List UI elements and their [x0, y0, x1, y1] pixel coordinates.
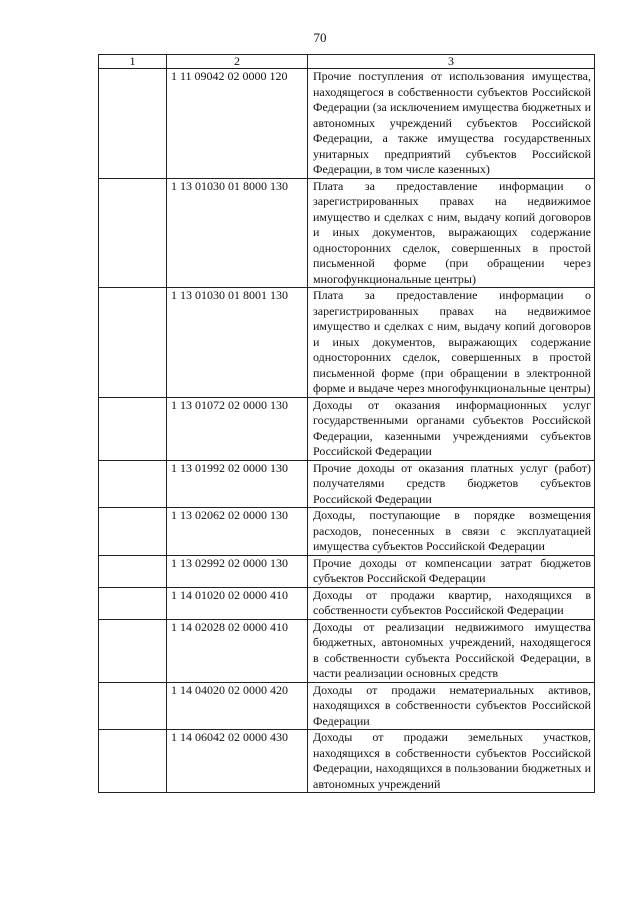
- column-header-1: 1: [99, 55, 167, 69]
- revenue-description: Плата за предоставление информации о зарегистрированных правах на недвижимое имущество и сделках с ним, выдачу копий договоров и иных документов, выражающих содержание односторонних сделок, совершенных в простой письменной форме (при обращении в электронной форме и выдаче через многофункциональные центры): [308, 288, 595, 398]
- empty-cell: [99, 397, 167, 460]
- revenue-description: Доходы от продажи квартир, находящихся в собственности субъектов Российской Федерации: [308, 587, 595, 619]
- revenue-description: Доходы от оказания информационных услуг государственными органами субъектов Российской Федерации, казенными учреждениями субъектов Российской Федерации: [308, 397, 595, 460]
- revenue-description: Доходы от продажи нематериальных активов, находящихся в собственности субъектов Российской Федерации: [308, 682, 595, 730]
- revenue-description: Доходы, поступающие в порядке возмещения расходов, понесенных в связи с эксплуатацией имущества субъектов Российской Федерации: [308, 508, 595, 556]
- revenue-code: 1 13 01030 01 8001 130: [167, 288, 308, 398]
- revenue-description: Плата за предоставление информации о зарегистрированных правах на недвижимое имущество и сделках с ним, выдачу копий договоров и иных документов, выражающих содержание односторонних сделок, совершенных в простой письменной форме (при обращении через многофункциональные центры): [308, 178, 595, 288]
- empty-cell: [99, 730, 167, 793]
- table-row: [99, 178, 595, 288]
- empty-cell: [99, 508, 167, 556]
- table-row: [99, 682, 595, 730]
- revenue-code: 1 13 01030 01 8000 130: [167, 178, 308, 288]
- empty-cell: [99, 619, 167, 682]
- table-row: [99, 460, 595, 508]
- column-header-2: 2: [167, 55, 308, 69]
- empty-cell: [99, 555, 167, 587]
- table-row: [99, 730, 595, 793]
- revenue-code: 1 13 02062 02 0000 130: [167, 508, 308, 556]
- empty-cell: [99, 69, 167, 179]
- revenue-description: Прочие поступления от использования имущества, находящегося в собственности субъектов Российской Федерации (за исключением имущества бюджетных и автономных учреждений субъектов Российской Федерации, а также имущества государственных унитарных предприятий субъектов Российской Федерации, в том числе казенных): [308, 69, 595, 179]
- empty-cell: [99, 178, 167, 288]
- page-number: 70: [313, 30, 327, 45]
- revenue-code: 1 13 02992 02 0000 130: [167, 555, 308, 587]
- revenue-description: Доходы от реализации недвижимого имущества бюджетных, автономных учреждений, находящегося в собственности субъекта Российской Федерации, в части реализации основных средств: [308, 619, 595, 682]
- revenue-code: 1 14 01020 02 0000 410: [167, 587, 308, 619]
- table-row: [99, 69, 595, 179]
- revenue-codes-table: [98, 54, 595, 793]
- revenue-description: Доходы от продажи земельных участков, находящихся в собственности субъектов Российской Федерации, находящихся в пользовании бюджетных и автономных учреждений: [308, 730, 595, 793]
- table-row: [99, 555, 595, 587]
- empty-cell: [99, 288, 167, 398]
- empty-cell: [99, 682, 167, 730]
- empty-cell: [99, 587, 167, 619]
- table-row: [99, 587, 595, 619]
- table-row: [99, 508, 595, 556]
- revenue-description: Прочие доходы от компенсации затрат бюджетов субъектов Российской Федерации: [308, 555, 595, 587]
- table-header-row: [99, 55, 595, 69]
- revenue-code: 1 13 01072 02 0000 130: [167, 397, 308, 460]
- revenue-code: 1 11 09042 02 0000 120: [167, 69, 308, 179]
- revenue-description: Прочие доходы от оказания платных услуг (работ) получателями средств бюджетов субъектов Российской Федерации: [308, 460, 595, 508]
- revenue-code: 1 14 06042 02 0000 430: [167, 730, 308, 793]
- empty-cell: [99, 460, 167, 508]
- table-row: [99, 288, 595, 398]
- revenue-code: 1 14 04020 02 0000 420: [167, 682, 308, 730]
- revenue-code: 1 14 02028 02 0000 410: [167, 619, 308, 682]
- revenue-code: 1 13 01992 02 0000 130: [167, 460, 308, 508]
- column-header-3: 3: [308, 55, 595, 69]
- table-row: [99, 619, 595, 682]
- table-row: [99, 397, 595, 460]
